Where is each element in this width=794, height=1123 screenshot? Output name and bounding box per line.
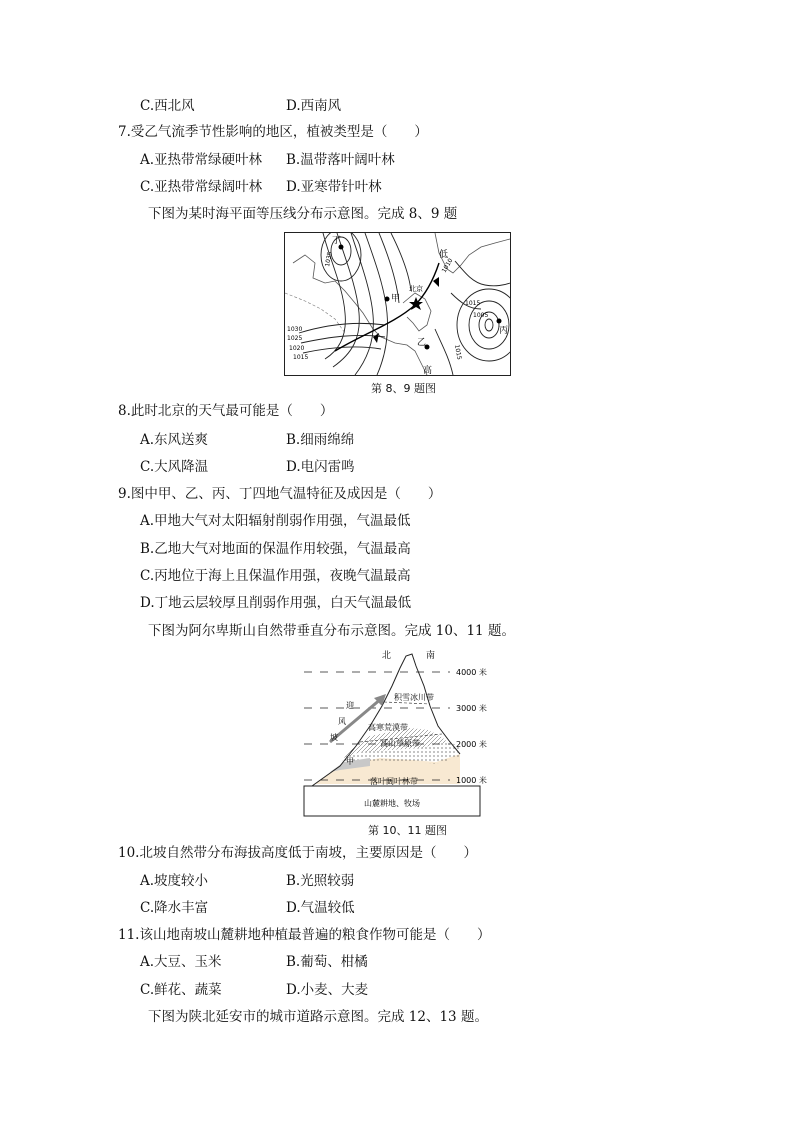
q9-option-d: D.丁地云层较厚且削弱作用强，白天气温最低 [140,595,412,611]
q11-stem: 11.该山地南坡山麓耕地种植最普遍的粮食作物可能是（ ） [118,927,491,943]
label-low: 低 [439,250,449,260]
q6-option-c: C.西北风 [140,98,195,114]
isobar [435,329,453,375]
isobar [391,233,411,291]
isobar-ring [469,301,509,349]
isobar-map-svg [285,233,510,375]
label-alpine-zone: 高寒荒漠带 [368,723,408,732]
isobar-label-1015: 1015 [293,354,309,361]
isobar-label-1015b: 1015 [465,300,481,307]
zone-boundary [384,702,430,704]
label-1000m: 1000 米 [456,776,487,785]
label-windward-1: 迎 [346,701,354,710]
front-triangle [373,333,379,343]
label-south: 南 [426,651,436,661]
q8-stem: 8.此时北京的天气最可能是（ ） [118,403,334,419]
isobar-label-1030: 1030 [287,326,303,333]
q8-option-d: D.电闪雷鸣 [286,459,355,475]
isobar [365,233,388,375]
q11-option-c: C.鲜花、蔬菜 [140,982,222,998]
q10-option-d: D.气温较低 [286,900,355,916]
intro-12-13: 下图为陕北延安市的城市道路示意图。完成 12、13 题。 [148,1009,488,1025]
intro-10-11: 下图为阿尔卑斯山自然带垂直分布示意图。完成 10、11 题。 [148,623,515,639]
q8-option-c: C.大风降温 [140,459,209,475]
label-windward-3: 坡 [330,733,338,742]
q11-option-d: D.小麦、大麦 [286,982,369,998]
isobar-label-1015c: 1015 [453,344,463,361]
q7-option-d: D.亚寒带针叶林 [286,179,382,195]
alps-zone-svg [300,646,500,818]
isobar-label-1020: 1020 [289,345,305,352]
label-deciduous-zone: 落叶阔叶林带 [370,777,418,786]
front-triangle [433,277,439,287]
label-4000m: 4000 米 [456,668,487,677]
q7-option-a: A.亚热带常绿硬叶林 [140,152,263,168]
isobar [455,261,510,286]
label-meadow-zone: 高山草原带 [380,739,420,748]
label-bing: 丙 [499,326,509,336]
q10-option-c: C.降水丰富 [140,900,209,916]
label-zone-jia: 甲 [346,757,354,766]
label-snow-zone: 积雪冰川带 [394,693,434,702]
label-windward-2: 风 [338,717,346,726]
q11-option-b: B.葡萄、柑橘 [286,954,368,970]
q8-option-b: B.细雨绵绵 [286,432,355,448]
label-beijing: 北京 [409,285,423,293]
q11-option-a: A.大豆、玉米 [140,954,222,970]
isobar-label-1035: 1035 [324,251,334,268]
label-north: 北 [382,651,392,661]
label-ding: 丁 [332,236,342,246]
q9-option-c: C.丙地位于海上且保温作用强，夜晚气温最高 [140,568,411,584]
label-high: 高 [423,366,433,375]
q7-option-c: C.亚热带常绿阔叶林 [140,179,263,195]
q10-option-a: A.坡度较小 [140,873,209,889]
isobar-ring [485,319,493,331]
isobar-label-1005: 1005 [473,312,489,319]
figure2-caption: 第 10、11 题图 [368,824,447,837]
q10-stem: 10.北坡自然带分布海拔高度低于南坡，主要原因是（ ） [118,845,477,861]
point-bing [497,319,502,324]
q10-option-b: B.光照较弱 [286,873,355,889]
q7-option-b: B.温带落叶阔叶林 [286,152,395,168]
intro-8-9: 下图为某时海平面等压线分布示意图。完成 8、9 题 [148,206,458,222]
isobar-map-figure [284,232,511,376]
isobar-label-1010: 1010 [440,257,455,274]
alps-vertical-zone-figure [300,646,500,818]
q9-option-a: A.甲地大气对太阳辐射削弱作用强，气温最低 [140,513,411,529]
label-3000m: 3000 米 [456,704,487,713]
label-jia: 甲 [391,294,401,304]
q9-option-b: B.乙地大气对地面的保温作用较强，气温最高 [140,541,411,557]
q7-stem: 7.受乙气流季节性影响的地区，植被类型是（ ） [118,124,428,140]
figure1-caption: 第 8、9 题图 [371,382,436,395]
isobar [351,233,373,375]
point-jia [385,297,390,302]
q9-stem: 9.图中甲、乙、丙、丁四地气温特征及成因是（ ） [118,486,442,502]
label-yi: 乙 [417,338,427,348]
label-2000m: 2000 米 [456,740,487,749]
isobar-label-1025: 1025 [287,335,303,342]
q6-option-d: D.西南风 [286,98,342,114]
label-base: 山麓耕地、牧场 [364,799,420,808]
q8-option-a: A.东风送爽 [140,432,209,448]
